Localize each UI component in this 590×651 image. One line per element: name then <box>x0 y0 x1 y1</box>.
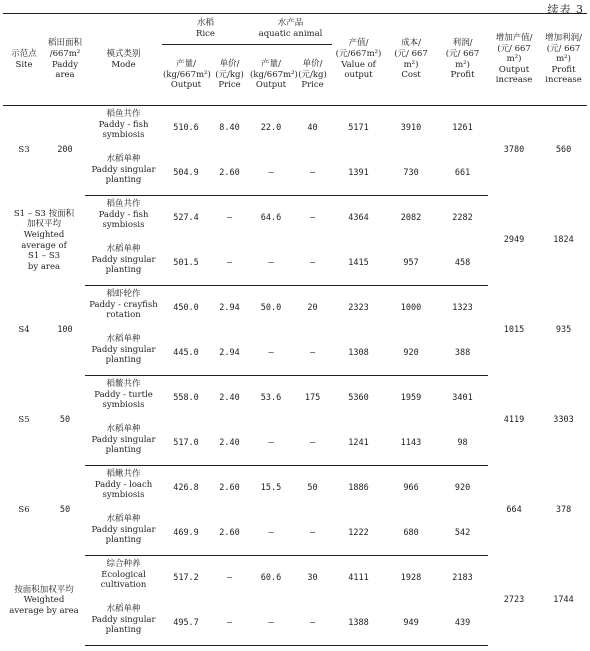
profit-cell: 439 <box>437 601 488 646</box>
header-profit-line: Profit <box>450 70 475 81</box>
mode-cell <box>85 196 162 242</box>
header-value-line: Value of <box>341 59 376 70</box>
aq-output-cell: 15.5 <box>260 483 282 494</box>
mode-cell <box>85 421 162 466</box>
profit-cell: 1323 <box>452 303 473 314</box>
header-site-line: Site <box>15 59 33 70</box>
aq-price-cell: 175 <box>304 393 321 404</box>
cost-cell: 680 <box>385 511 437 556</box>
value-cell: 5360 <box>348 393 369 404</box>
profit-cell: 661 <box>437 151 488 196</box>
mode-cell-line: 水稻单种 <box>106 424 141 434</box>
site-cell-line: S1 – S3 <box>27 251 61 262</box>
header-output-increase-line: (元/ 667 m²) <box>497 43 531 65</box>
profit-cell: 1261 <box>452 123 473 134</box>
rice-output-cell: 501.5 <box>162 241 210 286</box>
site-cell-line: Weighted <box>23 595 65 606</box>
mode-cell-line: 稻鳅共作 <box>106 469 141 479</box>
cost-cell: 3910 <box>400 123 422 134</box>
value-cell: 4364 <box>348 213 369 224</box>
profit-increase-cell: 378 <box>555 505 572 516</box>
mode-cell-line: cultivation <box>100 580 147 591</box>
table-row <box>3 376 587 422</box>
header-area-line: 稻田面积 <box>47 38 82 49</box>
mode-cell-line: Paddy - fish <box>98 209 149 220</box>
header-rice-group-line: 水稻 <box>197 18 215 29</box>
value-cell: 1241 <box>332 421 385 466</box>
rice-output-cell: 445.0 <box>162 331 210 376</box>
mode-cell-line: Paddy singular <box>91 164 156 175</box>
mode-cell-line: symbiosis <box>102 220 145 231</box>
header-cost-line: 成本/ <box>401 38 421 49</box>
mode-cell-line: 稻鳖共作 <box>106 379 141 389</box>
rice-price-cell: 2.40 <box>210 421 249 466</box>
mode-cell-line: 水稻单种 <box>106 334 141 344</box>
mode-cell-line: planting <box>105 265 142 276</box>
header-rice-group-line: Rice <box>196 29 215 39</box>
mode-cell <box>85 511 162 556</box>
header-profit-increase-line: Profit <box>551 64 576 75</box>
cost-cell: 1000 <box>400 303 422 314</box>
table-row <box>3 106 587 152</box>
profit-cell: 458 <box>437 241 488 286</box>
header-rice-price <box>210 45 249 106</box>
site-cell <box>3 196 85 286</box>
header-rice-price-line: Price <box>218 80 241 91</box>
cost-cell: 957 <box>385 241 437 286</box>
rice-price-cell: – <box>226 573 233 584</box>
mode-cell <box>85 106 162 152</box>
mode-cell-line: 稻鱼共作 <box>106 199 141 209</box>
header-value-line: output <box>344 70 373 81</box>
mode-cell-line: Paddy - crayfish <box>89 299 158 310</box>
table-row <box>3 466 587 512</box>
output-increase-cell: 4119 <box>503 415 525 426</box>
continued-label: 续表 3 <box>547 3 584 16</box>
rice-output-cell: 450.0 <box>173 303 199 314</box>
mode-cell-line: symbiosis <box>102 490 145 501</box>
header-rice-group <box>162 14 249 45</box>
header-rice-price-line: (元/kg) <box>215 69 244 80</box>
header-output-increase-line: 增加产值/ <box>495 32 533 43</box>
site-cell-line: S5 <box>18 415 30 426</box>
mode-cell-line: symbiosis <box>102 130 145 141</box>
aq-output-cell: 50.0 <box>260 303 282 314</box>
rice-output-cell: 558.0 <box>173 393 199 404</box>
value-cell: 1391 <box>332 151 385 196</box>
profit-cell: 3401 <box>452 393 473 404</box>
aq-output-cell: – <box>249 421 293 466</box>
area-cell: 100 <box>57 325 73 336</box>
aq-output-cell: 60.6 <box>260 573 282 584</box>
aq-price-cell: – <box>293 601 332 646</box>
mode-cell-line: Paddy singular <box>91 254 156 265</box>
area-cell: 50 <box>59 505 71 516</box>
aq-price-cell: – <box>293 511 332 556</box>
data-table <box>3 13 587 646</box>
mode-cell-line: 水稻单种 <box>106 514 141 524</box>
mode-cell <box>85 331 162 376</box>
header-profit <box>437 14 488 106</box>
mode-cell-line: 水稻单种 <box>106 154 141 164</box>
aq-output-cell: 53.6 <box>260 393 282 404</box>
profit-increase-cell: 1744 <box>553 595 574 606</box>
aq-price-cell: 40 <box>307 123 318 134</box>
header-aquatic-price-line: (元/kg) <box>298 69 327 80</box>
header-site <box>3 14 45 106</box>
header-aquatic-output-line: Output <box>255 80 287 91</box>
header-site-line: 示范点 <box>11 48 37 59</box>
rice-output-cell: 517.2 <box>173 573 199 584</box>
mode-cell-line: rotation <box>106 310 141 321</box>
site-cell-line: 按面积加权平均 <box>14 584 74 595</box>
cost-cell: 966 <box>403 483 419 494</box>
cost-cell: 1143 <box>385 421 437 466</box>
aq-price-cell: 30 <box>307 573 318 584</box>
aq-output-cell: – <box>249 151 293 196</box>
profit-cell: 2282 <box>452 213 473 224</box>
rice-output-cell: 510.6 <box>173 123 199 134</box>
table-row <box>3 196 587 242</box>
output-increase-cell: 3780 <box>503 145 525 156</box>
header-rice-output-line: Output <box>170 80 202 91</box>
header-aquatic-output-line: 产量/ <box>261 59 281 70</box>
output-increase-cell: 1015 <box>503 325 525 336</box>
header-aquatic-price-line: 单价/ <box>302 59 323 70</box>
header-aquatic-price-line: Price <box>301 80 324 91</box>
mode-cell <box>85 466 162 512</box>
header-profit-increase-line: 增加利润/ <box>545 32 582 43</box>
site-cell-line: S3 <box>18 145 30 156</box>
value-cell: 2323 <box>348 303 369 314</box>
area-cell: 50 <box>59 415 71 426</box>
mode-cell-line: Paddy singular <box>91 524 156 535</box>
header-output-increase-line: increase <box>495 75 533 86</box>
mode-cell-line: Paddy singular <box>91 344 156 355</box>
site-cell <box>3 286 45 376</box>
profit-cell: 542 <box>437 511 488 556</box>
aq-price-cell: – <box>293 151 332 196</box>
site-cell-line: average by area <box>9 605 79 616</box>
value-cell: 1222 <box>332 511 385 556</box>
mode-cell-line: Paddy - fish <box>98 119 149 130</box>
mode-cell-line: planting <box>105 625 142 636</box>
profit-increase-cell: 1824 <box>553 235 574 246</box>
header-profit-line: 利润/ <box>452 38 473 49</box>
site-cell <box>3 556 85 646</box>
header-mode-line: 模式类别 <box>106 48 141 59</box>
header-rice-price-line: 单价/ <box>219 59 240 70</box>
site-cell-line: 加权平均 <box>26 219 61 230</box>
rice-output-cell: 504.9 <box>162 151 210 196</box>
site-cell <box>3 376 45 466</box>
table-body <box>3 106 587 646</box>
rice-output-cell: 517.0 <box>162 421 210 466</box>
value-cell: 5171 <box>348 123 369 134</box>
rice-output-cell: 527.4 <box>173 213 199 224</box>
rice-output-cell: 495.7 <box>162 601 210 646</box>
mode-cell-line: planting <box>105 535 142 546</box>
header-aquatic-price <box>293 45 332 106</box>
aq-price-cell: 20 <box>307 303 318 314</box>
output-increase-cell: 2949 <box>503 235 525 246</box>
rice-price-cell: 2.60 <box>210 151 249 196</box>
mode-cell-line: Paddy - turtle <box>94 389 153 400</box>
rice-price-cell: – <box>210 601 249 646</box>
mode-cell-line: symbiosis <box>102 400 145 411</box>
site-cell <box>3 106 45 196</box>
mode-cell-line: 水稻单种 <box>106 244 141 254</box>
header-aquatic-group-line: aquatic animal <box>258 29 323 39</box>
header-rice-output-line: 产量/ <box>176 59 196 70</box>
site-cell-line: S4 <box>18 325 30 336</box>
mode-cell-line: 综合种养 <box>106 559 141 569</box>
cost-cell: 1959 <box>400 393 422 404</box>
mode-cell-line: planting <box>105 175 142 186</box>
header-area-line: /667m² <box>49 48 81 59</box>
header-area-line: area <box>55 70 75 81</box>
aq-price-cell: – <box>293 331 332 376</box>
mode-cell-line: planting <box>105 355 142 366</box>
site-cell-line: Weighted <box>23 229 65 240</box>
mode-cell-line: Paddy singular <box>91 614 156 625</box>
rice-price-cell: – <box>226 213 233 224</box>
table-row <box>3 556 587 602</box>
mode-cell-line: planting <box>105 445 142 456</box>
header-output-increase <box>488 14 540 106</box>
header-aquatic-output <box>249 45 298 106</box>
rice-output-cell: 469.9 <box>162 511 210 556</box>
aq-price-cell: – <box>309 213 316 224</box>
rice-price-cell: 2.40 <box>219 393 240 404</box>
site-cell-line: average of <box>21 240 67 251</box>
header-value-line: 产值/ <box>348 38 369 49</box>
header-cost-line: (元/ 667 m²) <box>394 48 428 70</box>
header-value-line: (元/667m²) <box>335 48 382 59</box>
rice-price-cell: – <box>210 241 249 286</box>
profit-cell: 920 <box>454 483 471 494</box>
rice-price-cell: 2.94 <box>210 331 249 376</box>
mode-cell-line: 水稻单种 <box>106 604 141 614</box>
area-cell: 200 <box>57 145 73 156</box>
aq-price-cell: 50 <box>307 483 318 494</box>
aq-output-cell: – <box>249 241 293 286</box>
aq-output-cell: – <box>249 511 293 556</box>
header-profit-increase-line: (元/ 667 m²) <box>546 43 581 65</box>
rice-output-cell: 426.8 <box>173 483 199 494</box>
header-aquatic-group-line: 水产品 <box>277 18 304 29</box>
header-mode <box>85 14 162 106</box>
site-cell-line: by area <box>27 261 61 272</box>
header-area <box>45 14 85 106</box>
header-output-increase-line: Output <box>498 64 530 75</box>
profit-increase-cell: 935 <box>555 325 572 336</box>
header-aquatic-group <box>249 14 332 45</box>
mode-cell <box>85 601 162 646</box>
profit-cell: 388 <box>437 331 488 376</box>
mode-cell <box>85 151 162 196</box>
cost-cell: 1928 <box>400 573 422 584</box>
rice-price-cell: 2.60 <box>210 511 249 556</box>
output-increase-cell: 664 <box>506 505 522 516</box>
mode-cell-line: Paddy singular <box>91 434 156 445</box>
mode-cell-line: Paddy - loach <box>94 479 153 490</box>
aq-price-cell: – <box>293 421 332 466</box>
header-aquatic-output-line: (kg/667m²) <box>250 69 298 80</box>
aq-output-cell: – <box>249 331 293 376</box>
header-profit-line: (元/ 667 m²) <box>445 48 480 70</box>
aq-output-cell: 22.0 <box>260 123 282 134</box>
header-area-line: Paddy <box>51 59 79 70</box>
cost-cell: 920 <box>385 331 437 376</box>
aq-output-cell: – <box>249 601 293 646</box>
header-cost-line: Cost <box>401 70 421 81</box>
site-cell-line: S6 <box>18 505 30 516</box>
mode-cell <box>85 556 162 602</box>
table-row <box>3 286 587 332</box>
rice-price-cell: 2.60 <box>219 483 240 494</box>
output-increase-cell: 2723 <box>503 595 525 606</box>
profit-increase-cell: 3303 <box>553 415 574 426</box>
header-profit-increase <box>540 14 587 106</box>
mode-cell <box>85 376 162 422</box>
value-cell: 1388 <box>332 601 385 646</box>
mode-cell <box>85 241 162 286</box>
value-cell: 1415 <box>332 241 385 286</box>
header-profit-increase-line: increase <box>545 75 582 86</box>
rice-price-cell: 2.94 <box>219 303 240 314</box>
mode-cell-line: Ecological <box>101 569 146 580</box>
aq-price-cell: – <box>293 241 332 286</box>
header-rice-output-line: (kg/667m²) <box>163 69 211 80</box>
header-mode-line: Mode <box>111 59 136 70</box>
header-cost <box>385 14 437 106</box>
profit-increase-cell: 560 <box>555 145 572 156</box>
value-cell: 4111 <box>348 573 369 584</box>
header-rice-output <box>162 45 210 106</box>
cost-cell: 2082 <box>400 213 422 224</box>
profit-cell: 98 <box>437 421 488 466</box>
cost-cell: 730 <box>385 151 437 196</box>
mode-cell-line: 稻鱼共作 <box>106 109 141 119</box>
site-cell <box>3 466 45 556</box>
value-cell: 1308 <box>332 331 385 376</box>
header-value <box>332 14 385 106</box>
rice-price-cell: 8.40 <box>219 123 240 134</box>
mode-cell-line: 稻虾轮作 <box>106 289 141 299</box>
aq-output-cell: 64.6 <box>260 213 282 224</box>
value-cell: 1886 <box>348 483 369 494</box>
cost-cell: 949 <box>385 601 437 646</box>
site-cell-line: S1 – S3 按面积 <box>13 208 75 219</box>
mode-cell <box>85 286 162 332</box>
profit-cell: 2183 <box>452 573 473 584</box>
